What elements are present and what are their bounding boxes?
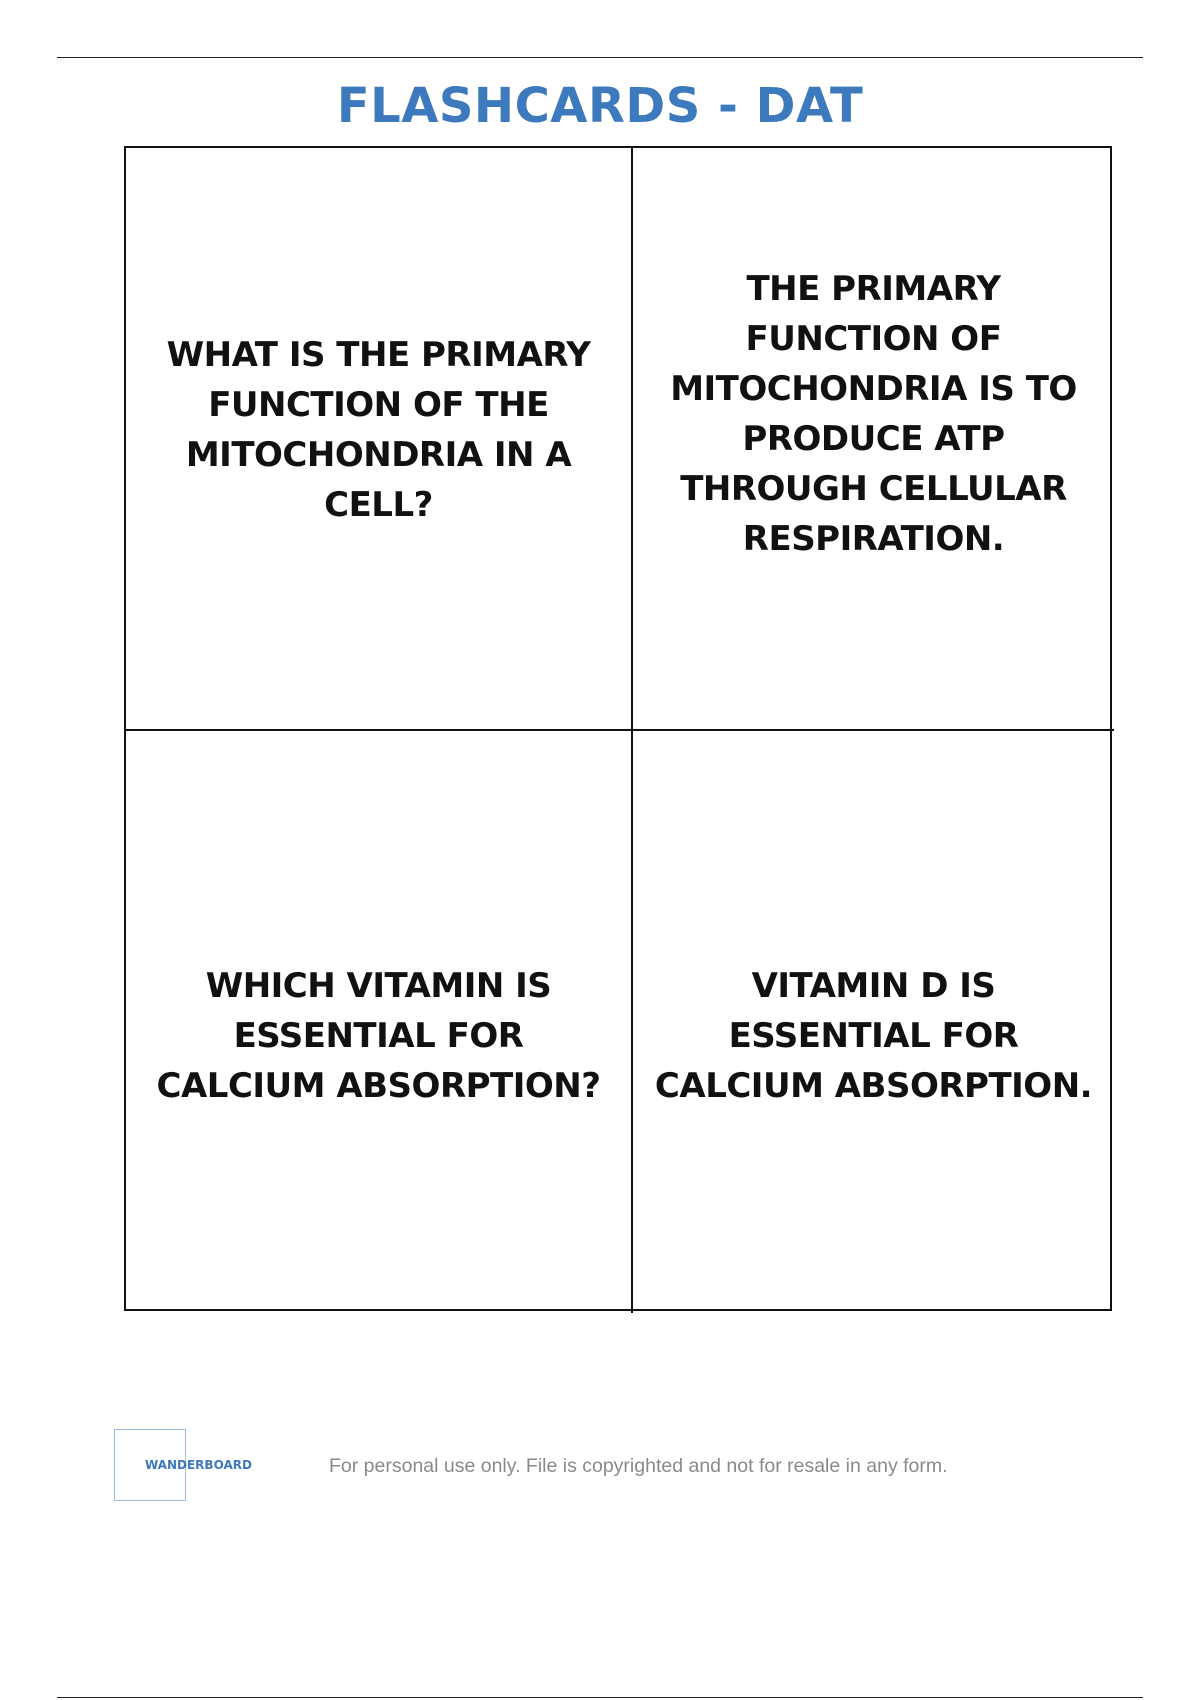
flashcard-question-2	[126, 731, 633, 1313]
flashcard-question-1	[126, 148, 633, 731]
flashcard-answer-1	[633, 148, 1114, 731]
logo-wordmark: WANDERBOARD	[145, 1458, 252, 1472]
flashcard-text: WHAT IS THE PRIMARY FUNCTION OF THE MITOCHONDRIA IN A CELL?	[166, 334, 591, 525]
top-divider	[57, 57, 1143, 58]
page-title: FLASHCARDS - DAT	[336, 78, 864, 134]
bottom-divider	[57, 1697, 1143, 1698]
flashcard-grid	[124, 146, 1112, 1311]
flashcard-answer-2	[633, 731, 1114, 1313]
flashcard-text: VITAMIN D IS ESSENTIAL FOR CALCIUM ABSORPTION.	[654, 966, 1093, 1106]
flashcard-text: THE PRIMARY FUNCTION OF MITOCHONDRIA IS TO PRODUCE ATP THROUGH CELLULAR RESPIRATION.	[670, 268, 1077, 559]
copyright-note: For personal use only. File is copyrighted and not for resale in any form.	[329, 1455, 948, 1477]
flashcard-text: WHICH VITAMIN IS ESSENTIAL FOR CALCIUM ABSORPTION?	[156, 966, 601, 1106]
